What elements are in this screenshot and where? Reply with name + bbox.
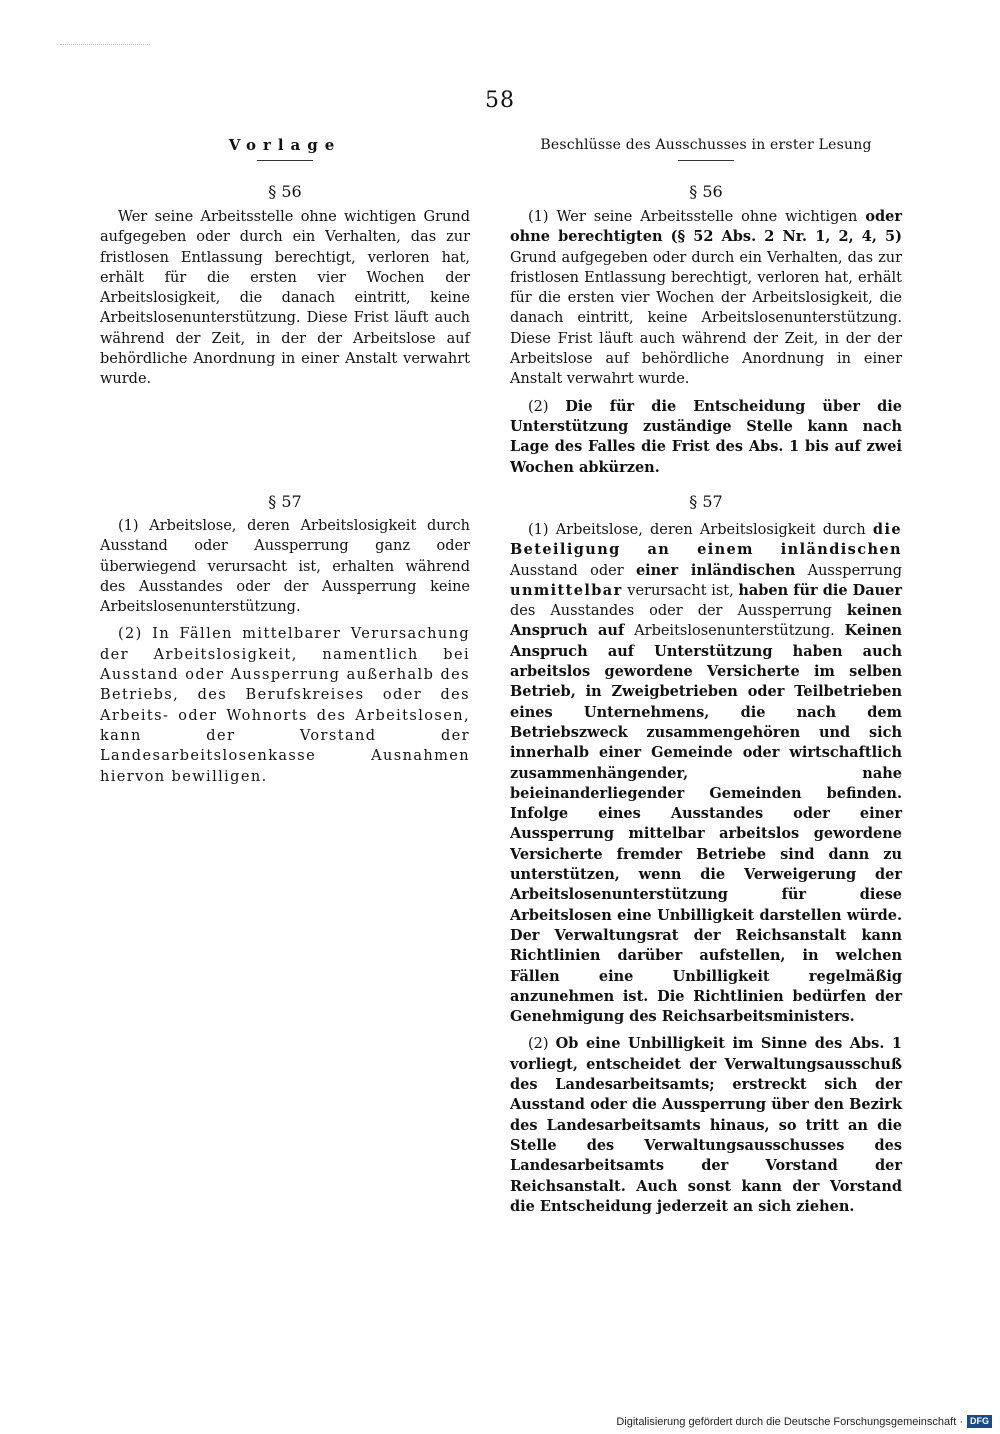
section-57-right-paragraph-2: [510, 1034, 902, 1217]
header-rule: [678, 160, 734, 161]
section-heading-57-right: § 57: [689, 492, 723, 511]
section-heading-56-left: § 56: [268, 182, 302, 201]
text-run: Arbeitslosenunterstützung.: [624, 623, 845, 640]
amended-text: oder ohne berechtigten (§ 52 Abs. 2 Nr. 1, 2, 4, 5): [510, 208, 902, 246]
section-57-left-paragraph-2: (2) In Fällen mittelbarer Verursachung der Arbeitslosigkeit, namentlich bei Ausstand oder Aussperrung außerhalb des Betriebs, des Berufskreises oder des Arbeits- oder Wohnorts des Arbeitslosen, kann der Vorstand der Landesarbeitslosenkasse Ausnahmen hiervon bewilligen.: [100, 626, 470, 785]
section-57-left-paragraph-1: (1) Arbeitslose, deren Arbeitslosigkeit durch Ausstand oder Aussperrung ganz oder überwiegend verursacht ist, erhalten während des Ausstandes oder der Aussperrung keine Arbeitslosenunterstützung.: [100, 518, 470, 616]
amended-text: einer inländischen: [635, 561, 796, 579]
text-run: verursacht ist,: [622, 582, 739, 599]
dfg-logo-icon: DFG: [967, 1415, 992, 1428]
text-run: (1) Wer seine Arbeitsstelle ohne wichtigen: [528, 209, 866, 225]
section-56-right-paragraph-1: [510, 207, 902, 390]
section-heading-56-right: § 56: [689, 182, 723, 201]
amended-text: unmittelbar: [510, 581, 623, 599]
section-57-left-text: [100, 516, 470, 787]
section-56-left-text: [100, 207, 470, 390]
text-run: Aussperrung: [795, 562, 902, 579]
column-header-beschluesse: Beschlüsse des Ausschusses in erster Lesung: [540, 137, 872, 153]
section-heading-57-left: § 57: [268, 492, 302, 511]
text-run: Grund aufgegeben oder durch ein Verhalten, das zur fristlosen Entlassung berechtigt, verloren hat, erhält für die ersten vier Wochen der Arbeitslosigkeit, die danach eintritt, keine Arbeitslosenunterstützung. Diese Frist läuft auch während der Zeit, in der der Arbeitslose auf behördliche Anordnung in einer Anstalt verwahrt wurde.: [510, 249, 902, 388]
amended-text: Die für die Entscheidung über die Unterstützung zuständige Stelle kann nach Lage des Falles die Frist des Abs. 1 bis auf zwei Wochen abkürzen.: [510, 397, 902, 476]
credit-text: Digitalisierung gefördert durch die Deutsche Forschungsgemeinschaft ·: [616, 1415, 963, 1428]
amended-text: Ob eine Unbilligkeit im Sinne des Abs. 1 vorliegt, entscheidet der Verwaltungsausschuß des Landesarbeitsamts; erstreckt sich der Ausstand oder die Aussperrung über den Bezirk des Landesarbeitsamts hinaus, so tritt an die Stelle des Verwaltungsausschusses des Landesarbeitsamts der Vorstand der Reichsanstalt. Auch sonst kann der Vorstand die Entscheidung jederzeit an sich ziehen.: [510, 1035, 902, 1215]
section-56-right-text: [510, 207, 902, 478]
column-header-vorlage: Vorlage: [228, 136, 342, 154]
amended-text: haben für die Dauer: [738, 581, 902, 599]
section-57-right-paragraph-1: [510, 520, 902, 1027]
text-run: Ausstand oder: [510, 562, 636, 579]
section-56-left-paragraph: Wer seine Arbeitsstelle ohne wichtigen Grund aufgegeben oder durch ein Verhalten, das zur fristlosen Entlassung berechtigt, verloren hat, erhält für die ersten vier Wochen der Arbeitslosigkeit, die danach eintritt, keine Arbeitslosenunterstützung. Diese Frist läuft auch während der Zeit, in der der Arbeitslose auf behördliche Anordnung in einer Anstalt verwahrt wurde.: [100, 209, 470, 388]
text-run: (2): [528, 1036, 556, 1053]
section-57-right-text: [510, 520, 902, 1217]
amended-text: Keinen Anspruch auf Unterstützung haben auch arbeitslos gewordene Versicherte im selben Betrieb, in Zweigbetrieben oder Teilbetrieben eines Unternehmens, die nach dem Betriebszweck zusammengehören und sich innerhalb einer Gemeinde oder wirtschaftlich zusammenhängender, nahe beieinanderliegender Gemeinden befinden. Infolge eines Ausstandes oder einer Aussperrung mittelbar arbeitslos gewordene Versicherte fremder Betriebe sind dann zu unterstützen, wenn die Verweigerung der Arbeitslosenunterstützung für diese Arbeitslosen eine Unbilligkeit darstellen würde. Der Verwaltungsrat der Reichsanstalt kann Richtlinien darüber aufstellen, in welchen Fällen eine Unbilligkeit regelmäßig anzunehmen ist. Die Richtlinien bedürfen der Genehmigung des Reichsarbeitsministers.: [510, 622, 902, 1026]
section-56-right-paragraph-2: [510, 397, 902, 478]
scan-artifact: [60, 44, 150, 46]
amended-text: keinen Anspruch auf: [510, 602, 902, 640]
page-number: 58: [485, 88, 515, 113]
text-run: (1) Arbeitslose, deren Arbeitslosigkeit durch: [528, 522, 873, 538]
digitization-credit: [616, 1415, 992, 1428]
header-rule: [257, 160, 313, 161]
text-run: des Ausstandes oder der Aussperrung: [510, 603, 847, 620]
text-run: (2): [528, 398, 566, 415]
amended-text: die Beteiligung an einem inländischen: [510, 521, 902, 559]
